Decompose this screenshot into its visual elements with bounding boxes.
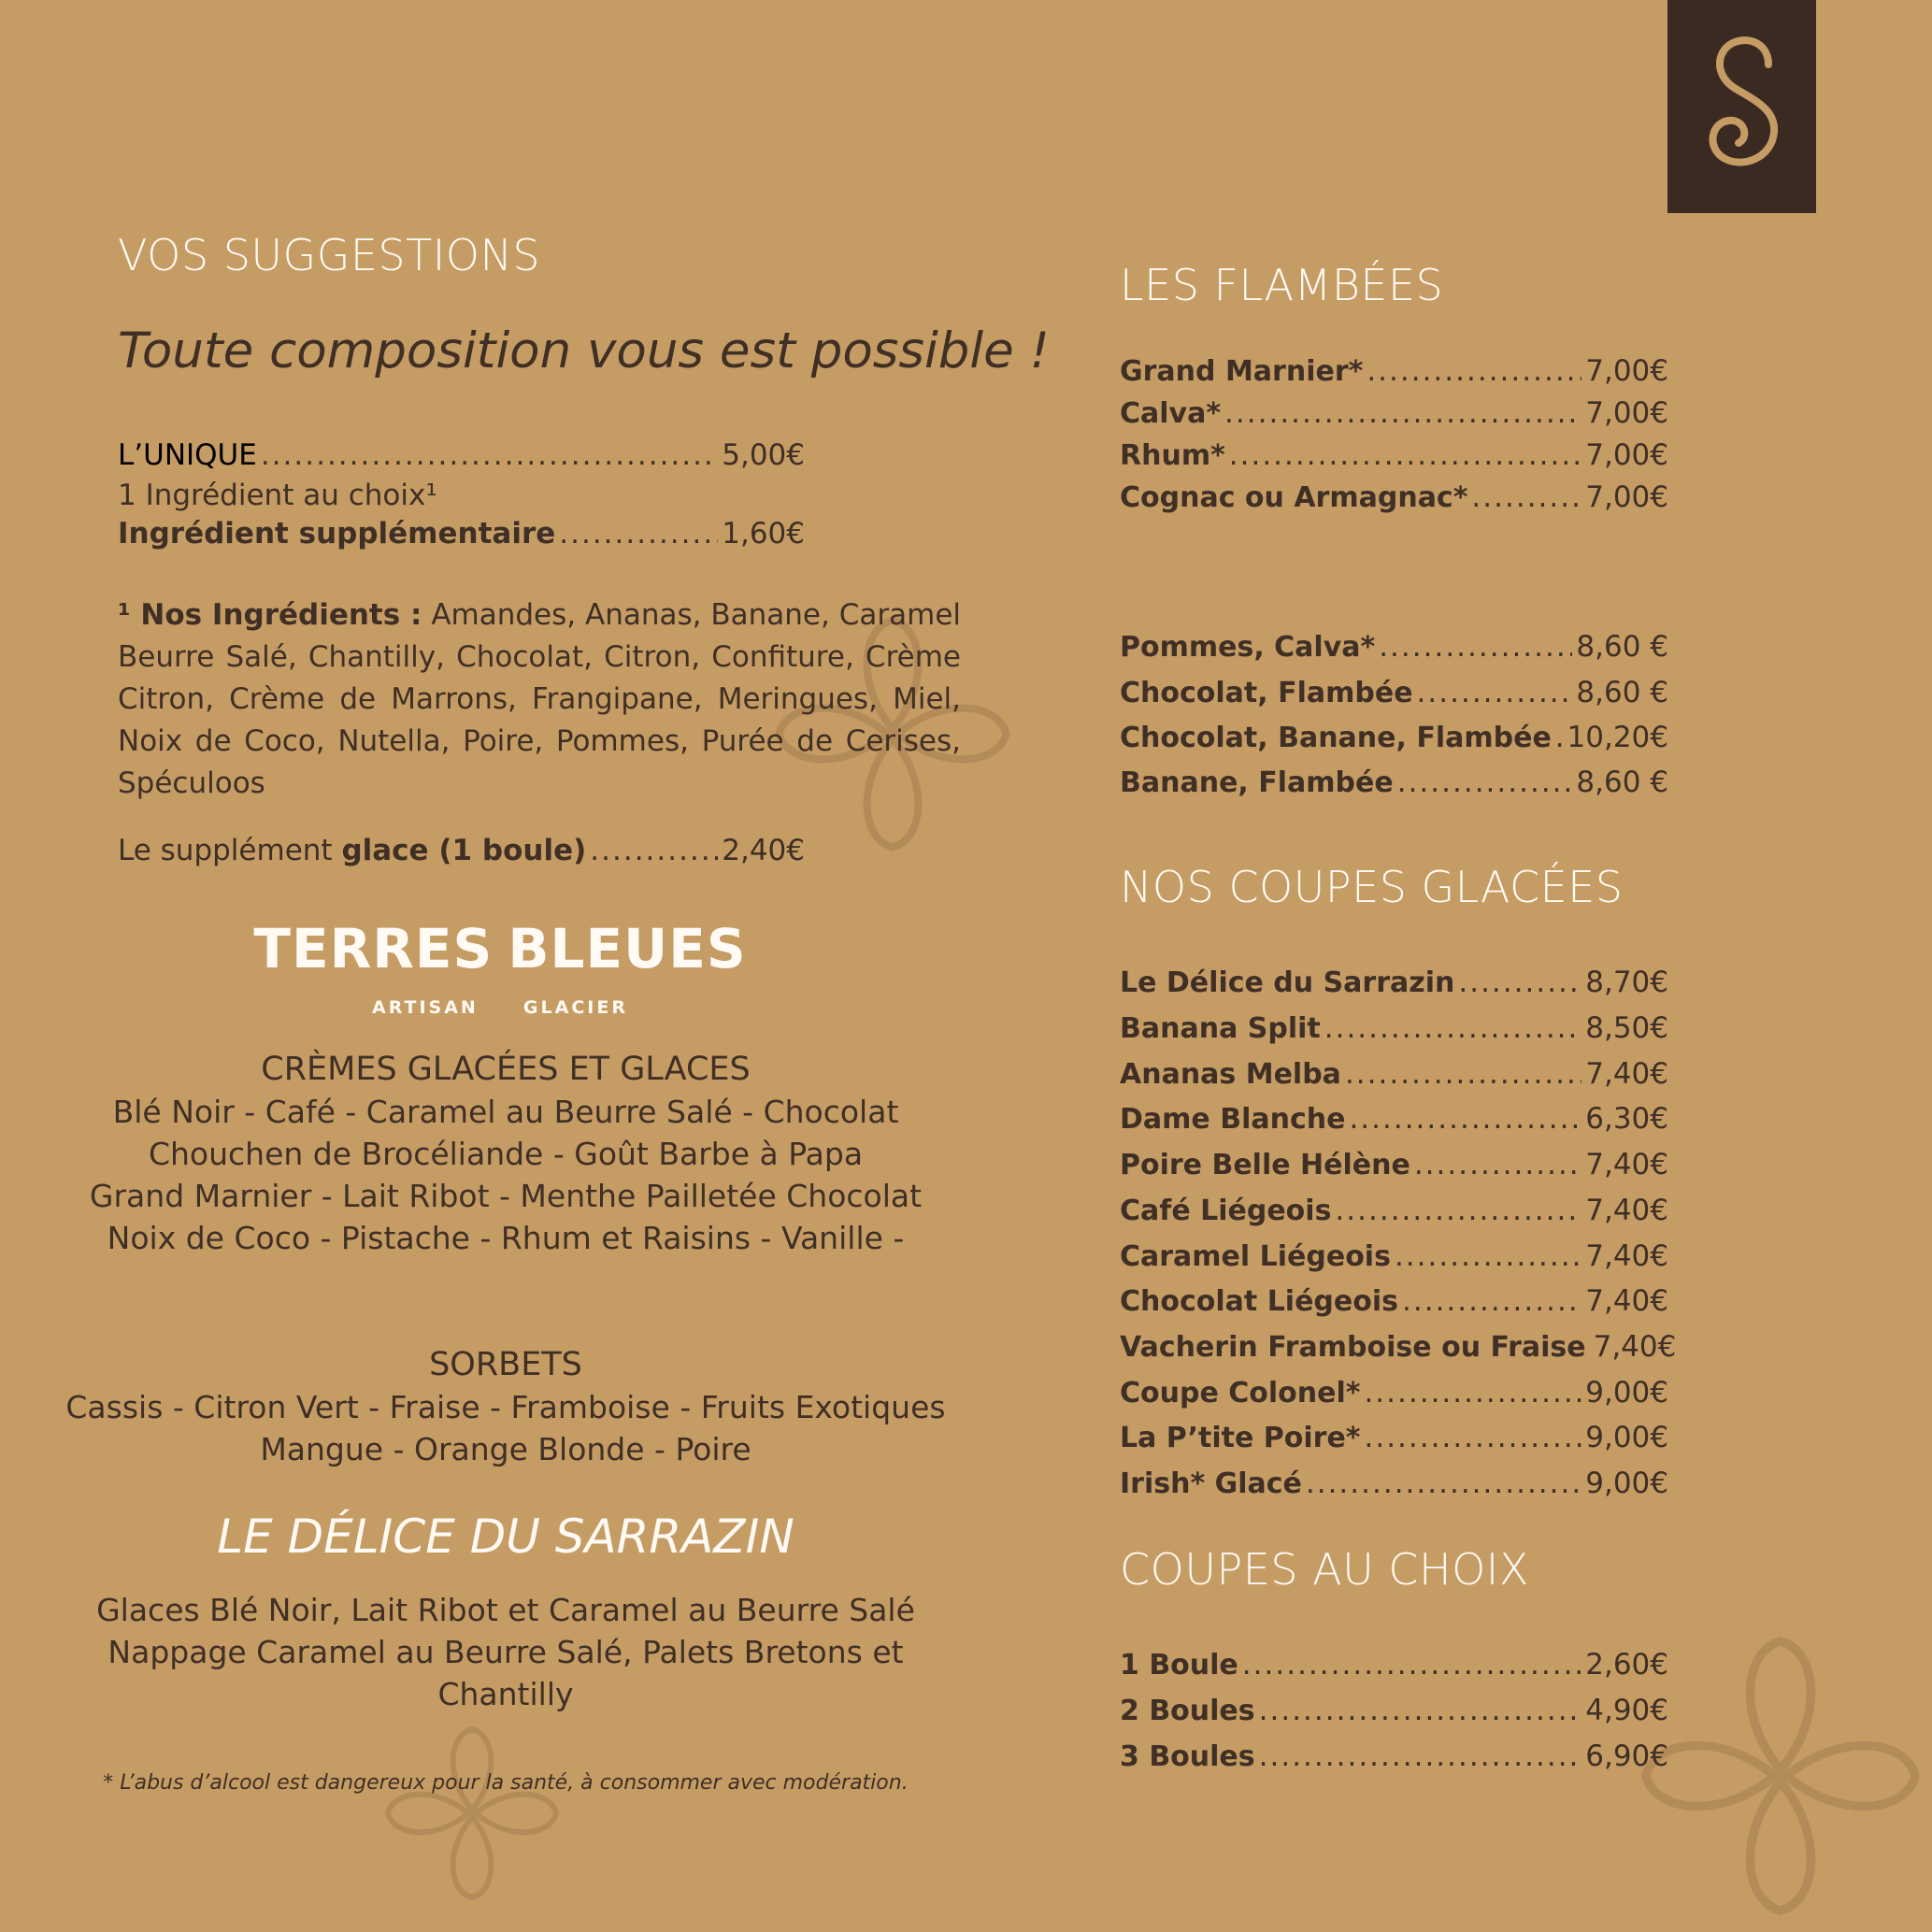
item-price: 7,40€ xyxy=(1593,1330,1677,1364)
cremes-line: Blé Noir - Café - Caramel au Beurre Salé - Chocolat xyxy=(112,1094,899,1130)
price-row xyxy=(1120,438,1668,472)
price-row xyxy=(1120,1239,1668,1273)
flower-ornament-icon xyxy=(1631,1626,1930,1925)
item-name: Calva* xyxy=(1120,397,1222,430)
item-name: Irish* Glacé xyxy=(1120,1467,1302,1500)
tagline: Toute composition vous est possible ! xyxy=(118,322,1050,379)
item-subtitle: 1 Ingrédient au choix¹ xyxy=(118,479,437,512)
dot-leader xyxy=(559,520,718,549)
delice-title: LE DÉLICE DU SARRAZIN xyxy=(217,1510,794,1564)
brand-sub-right: GLACIER xyxy=(522,997,628,1018)
dot-leader xyxy=(261,441,718,470)
price-row xyxy=(1120,1376,1668,1410)
cremes-line: Grand Marnier - Lait Ribot - Menthe Pailletée Chocolat xyxy=(89,1178,923,1214)
item-name: 2 Boules xyxy=(1120,1695,1255,1727)
item-price: 9,00€ xyxy=(1585,1421,1668,1454)
price-row xyxy=(1120,1284,1668,1318)
item-price: 9,00€ xyxy=(1585,1467,1668,1500)
section-heading-coupes: NOS COUPES GLACÉES xyxy=(1120,862,1624,912)
item-price: 4,90€ xyxy=(1585,1694,1668,1727)
sorbets-section xyxy=(56,1344,955,1470)
item-price: 7,40€ xyxy=(1585,1284,1668,1318)
dot-leader xyxy=(1335,1196,1581,1225)
price-row xyxy=(1120,396,1668,430)
dot-leader xyxy=(1471,483,1581,512)
cremes-line: Chouchen de Brocéliande - Goût Barbe à Papa xyxy=(148,1136,864,1172)
item-name: Chocolat, Banane, Flambée xyxy=(1120,722,1552,754)
price-row xyxy=(118,834,805,867)
item-price: 6,30€ xyxy=(1585,1102,1668,1136)
item-name: La P’tite Poire* xyxy=(1120,1422,1361,1454)
dot-leader xyxy=(1259,1742,1582,1771)
price-row xyxy=(1120,1696,1668,1725)
item-name: Le Délice du Sarrazin xyxy=(1120,966,1455,999)
price-row xyxy=(1120,723,1668,752)
item-name: Chocolat Liégeois xyxy=(1120,1285,1399,1318)
price-row xyxy=(1120,1469,1668,1498)
item-price: 7,00€ xyxy=(1585,480,1668,514)
cremes-title: CRÈMES GLACÉES ET GLACES xyxy=(261,1051,751,1088)
item-price: 7,40€ xyxy=(1585,1148,1668,1181)
item-name: Grand Marnier* xyxy=(1120,355,1364,388)
item-price: 1,60€ xyxy=(722,517,805,551)
price-row xyxy=(1120,1148,1668,1181)
price-row xyxy=(1120,1011,1668,1045)
section-heading-suggestions: VOS SUGGESTIONS xyxy=(118,230,541,280)
price-row xyxy=(1120,1330,1677,1364)
dot-leader xyxy=(1417,679,1573,708)
dot-leader xyxy=(1555,723,1564,752)
ingredients-paragraph xyxy=(118,594,961,805)
dot-leader xyxy=(1379,633,1572,662)
item-price: 7,40€ xyxy=(1585,1239,1668,1273)
alcohol-footnote: * L’abus d’alcool est dangereux pour la santé, à consommer avec modération. xyxy=(103,1771,909,1795)
dot-leader xyxy=(1324,1014,1582,1043)
delice-line: Glaces Blé Noir, Lait Ribot et Caramel au Beurre Salé xyxy=(96,1592,915,1628)
dot-leader xyxy=(1402,1287,1581,1316)
item-price: 7,00€ xyxy=(1585,438,1668,472)
dot-leader xyxy=(1345,1060,1581,1089)
dot-leader xyxy=(1242,1651,1581,1680)
item-price: 10,20€ xyxy=(1567,721,1668,754)
price-row xyxy=(1120,968,1668,997)
dot-leader xyxy=(1364,1379,1581,1408)
item-price: 7,40€ xyxy=(1585,1057,1668,1091)
item-price: 8,60 € xyxy=(1576,630,1668,664)
dot-leader xyxy=(1367,357,1581,386)
logo xyxy=(1667,0,1816,213)
item-price: 7,00€ xyxy=(1585,396,1668,430)
dot-leader xyxy=(1395,1242,1581,1271)
delice-description xyxy=(56,1589,955,1715)
item-name: Caramel Liégeois xyxy=(1120,1240,1391,1273)
item-name: Chocolat, Flambée xyxy=(1120,677,1413,709)
item-name: 1 Boule xyxy=(1120,1649,1238,1682)
delice-line: Nappage Caramel au Beurre Salé, Palets Bretons et Chantilly xyxy=(107,1634,904,1712)
item-price: 8,70€ xyxy=(1585,966,1668,999)
dot-leader xyxy=(1414,1151,1581,1180)
dot-leader xyxy=(1397,768,1573,797)
price-row xyxy=(1120,1739,1668,1773)
brand-sub-left: ARTISAN xyxy=(372,997,479,1018)
s-logo-icon xyxy=(1686,27,1798,186)
item-price: 8,50€ xyxy=(1585,1011,1668,1045)
price-row xyxy=(1120,480,1668,514)
price-row xyxy=(1120,1102,1668,1136)
item-name: Ananas Melba xyxy=(1120,1058,1341,1091)
dot-leader xyxy=(1229,441,1581,470)
cremes-section xyxy=(56,1049,955,1259)
sorbets-line: Mangue - Orange Blonde - Poire xyxy=(260,1431,751,1467)
price-row xyxy=(1120,1196,1668,1225)
item-price: 9,00€ xyxy=(1585,1376,1668,1410)
price-row xyxy=(1120,354,1668,388)
dot-leader xyxy=(1224,399,1581,428)
dot-leader xyxy=(590,837,718,866)
supplement-bold: glace (1 boule) xyxy=(341,834,587,867)
section-heading-choix: COUPES AU CHOIX xyxy=(1120,1544,1529,1595)
item-name: Rhum* xyxy=(1120,439,1225,472)
item-name: Vacherin Framboise ou Fraise xyxy=(1120,1331,1586,1364)
price-row xyxy=(1120,1421,1668,1454)
dot-leader xyxy=(1458,968,1581,997)
item-price: 6,90€ xyxy=(1585,1739,1668,1773)
sorbets-title: SORBETS xyxy=(429,1346,582,1383)
item-name: Cognac ou Armagnac* xyxy=(1120,481,1468,514)
price-row xyxy=(1120,630,1668,664)
sorbets-line: Cassis - Citron Vert - Fraise - Framboise - Fruits Exotiques xyxy=(65,1389,946,1425)
ingredients-text: Amandes, Ananas, Banane, Caramel Beurre Salé, Chantilly, Chocolat, Citron, Confiture, Crème Citron, Crème de Marrons, Frangipane, Meringues, Miel, Noix de Coco, Nutella, Poire, Pommes, Purée de Cerises, Spéculoos xyxy=(118,598,961,800)
ingredients-label: ¹ Nos Ingrédients : xyxy=(118,598,422,632)
brand-logo xyxy=(253,902,747,1018)
dot-leader xyxy=(1349,1105,1581,1134)
item-price: 2,60€ xyxy=(1585,1648,1668,1682)
item-name: Banane, Flambée xyxy=(1120,766,1394,799)
section-heading-flambees: LES FLAMBÉES xyxy=(1120,260,1444,310)
dot-leader xyxy=(1365,1424,1582,1453)
price-row xyxy=(1120,676,1668,709)
item-price: 8,60 € xyxy=(1576,766,1668,799)
item-name: 3 Boules xyxy=(1120,1740,1255,1773)
dot-leader xyxy=(1259,1696,1582,1725)
item-name: Café Liégeois xyxy=(1120,1195,1332,1227)
cremes-line: Noix de Coco - Pistache - Rhum et Raisins - Vanille - xyxy=(107,1220,905,1256)
price-row xyxy=(118,517,805,551)
item-price: 5,00€ xyxy=(722,438,805,472)
item-name: Dame Blanche xyxy=(1120,1103,1346,1136)
brand-right: BLEUES xyxy=(508,917,747,980)
item-name: Pommes, Calva* xyxy=(1120,631,1376,664)
item-name: Poire Belle Hélène xyxy=(1120,1149,1410,1181)
item-name xyxy=(118,834,587,867)
item-name: Coupe Colonel* xyxy=(1120,1377,1361,1410)
price-row xyxy=(1120,1648,1668,1682)
item-price: 8,60 € xyxy=(1576,676,1668,709)
item-price: 2,40€ xyxy=(722,834,805,867)
brand-left: TERRES xyxy=(253,917,494,980)
price-row xyxy=(118,438,805,472)
item-price: 7,40€ xyxy=(1585,1194,1668,1227)
price-row xyxy=(1120,1057,1668,1091)
item-name: L’UNIQUE xyxy=(118,438,257,472)
dot-leader xyxy=(1306,1469,1581,1498)
supplement-prefix: Le supplément xyxy=(118,834,333,867)
item-name: Banana Split xyxy=(1120,1012,1321,1045)
item-price: 7,00€ xyxy=(1585,354,1668,388)
item-name: Ingrédient supplémentaire xyxy=(118,517,556,551)
price-row xyxy=(1120,768,1668,797)
flower-ornament-icon xyxy=(379,1720,565,1907)
